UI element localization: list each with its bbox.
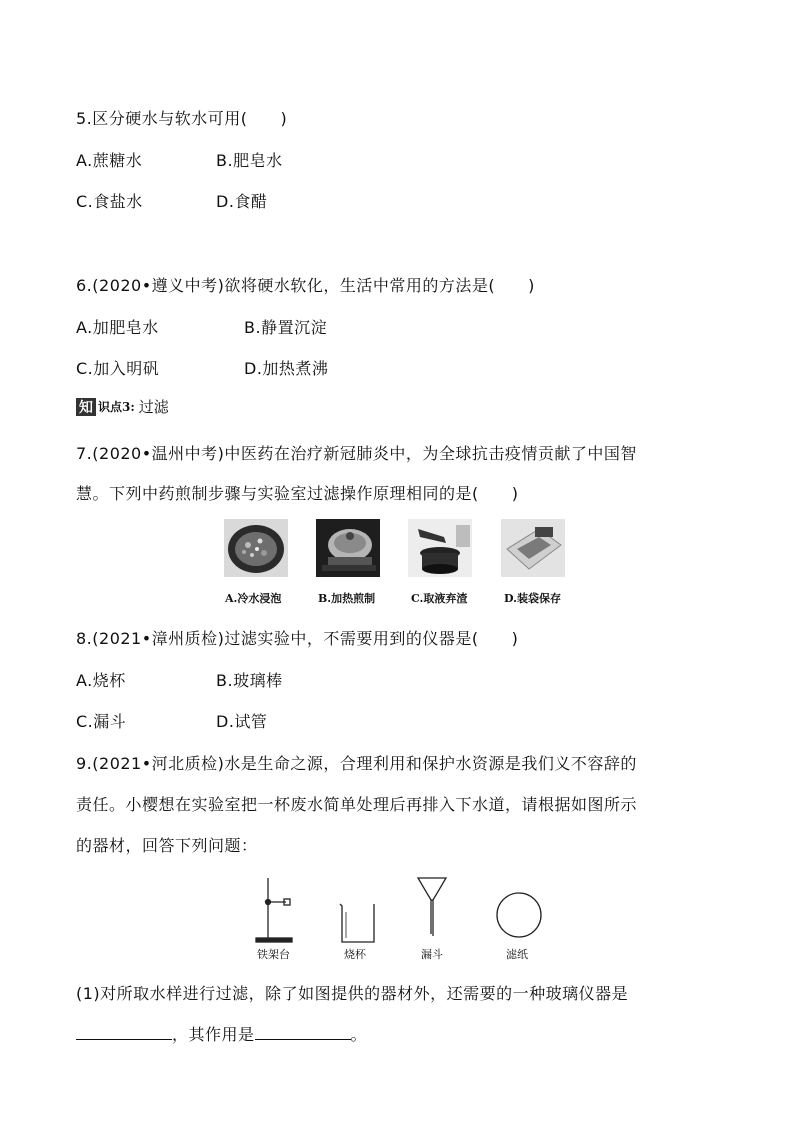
q9-sub1-line2 — [76, 1022, 367, 1045]
q5-stem: 5.区分硬水与软水可用( ) — [76, 109, 288, 128]
caption-c: C.取液弃渣 — [411, 592, 468, 605]
caption-b: B.加热煎制 — [318, 592, 376, 605]
label-iron-stand: 铁架台 — [257, 948, 290, 961]
q9-stem-line2: 责任。小樱想在实验室把一杯废水简单处理后再排入下水道，请根据如图所示 — [76, 795, 638, 814]
q5-option-c: C.食盐水 — [76, 192, 143, 211]
photo-bag-storage — [501, 519, 565, 577]
answer-blank-1[interactable] — [76, 1025, 172, 1040]
q6-option-d: D.加热煮沸 — [244, 359, 329, 378]
iron-stand-drawing — [256, 878, 292, 942]
q8-option-a: A.烧杯 — [76, 671, 126, 690]
photo-take-liquid — [408, 519, 472, 577]
label-funnel: 漏斗 — [421, 948, 443, 961]
q6-option-c: C.加入明矾 — [76, 359, 160, 378]
q6-option-b: B.静置沉淀 — [244, 318, 328, 337]
apparatus-figure — [240, 872, 560, 948]
funnel-drawing — [418, 878, 446, 936]
q9-stem-line3: 的器材，回答下列问题： — [76, 836, 258, 855]
beaker-drawing — [340, 904, 374, 942]
q8-option-c: C.漏斗 — [76, 712, 127, 731]
q8-option-b: B.玻璃棒 — [216, 671, 283, 690]
q5-option-a: A.蔗糖水 — [76, 151, 143, 170]
q5-option-d: D.食醋 — [216, 192, 268, 211]
q9-sub1-mid: ，其作用是 — [172, 1025, 255, 1044]
photo-cold-water-soak — [224, 519, 288, 577]
knowledge-point-icon: 知 — [76, 398, 96, 416]
filter-paper-drawing — [497, 893, 541, 937]
q6-option-a: A.加肥皂水 — [76, 318, 159, 337]
caption-d: D.装袋保存 — [504, 592, 561, 605]
q9-stem-line1: 9.(2021•河北质检)水是生命之源，合理利用和保护水资源是我们义不容辞的 — [76, 754, 637, 773]
q7-stem-line1: 7.(2020•温州中考)中医药在治疗新冠肺炎中，为全球抗击疫情贡献了中国智 — [76, 444, 637, 463]
caption-a: A.冷水浸泡 — [225, 592, 282, 605]
knowledge-point-topic: 过滤 — [138, 398, 169, 416]
photo-heat-decoct — [316, 519, 380, 577]
q9-sub1-line1: (1)对所取水样进行过滤，除了如图提供的器材外，还需要的一种玻璃仪器是 — [76, 984, 629, 1003]
knowledge-point-label: 识点3: — [98, 400, 135, 414]
label-filter-paper: 滤纸 — [506, 948, 528, 961]
q8-option-d: D.试管 — [216, 712, 268, 731]
label-beaker: 烧杯 — [344, 948, 366, 961]
q8-stem: 8.(2021•漳州质检)过滤实验中，不需要用到的仪器是( ) — [76, 629, 519, 648]
q6-stem: 6.(2020•遵义中考)欲将硬水软化，生活中常用的方法是( ) — [76, 276, 535, 295]
answer-blank-2[interactable] — [255, 1025, 351, 1040]
knowledge-point-header — [76, 396, 169, 417]
q9-sub1-end: 。 — [350, 1025, 368, 1044]
q5-option-b: B.肥皂水 — [216, 151, 283, 170]
q7-stem-line2: 慧。下列中药煎制步骤与实验室过滤操作原理相同的是( ) — [76, 484, 519, 503]
